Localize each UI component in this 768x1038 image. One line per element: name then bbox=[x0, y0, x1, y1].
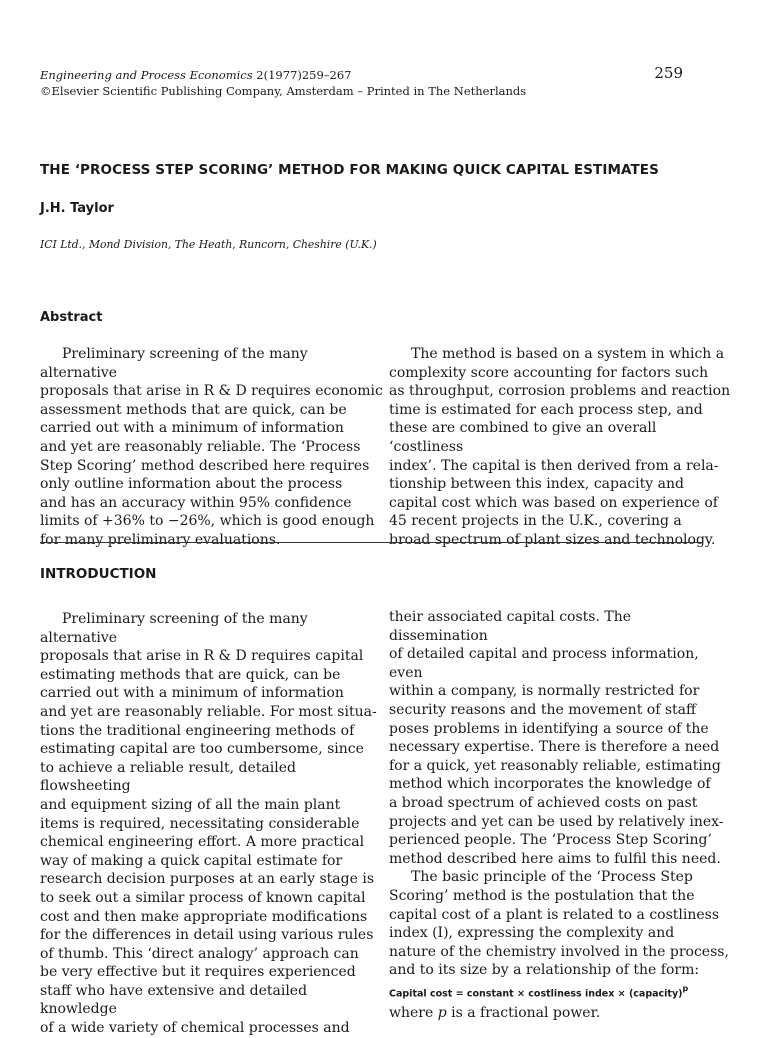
intro-paragraph-2: their associated capital costs. The dissemination of detailed capital and process information, even within a company, is normally restricted for security reasons and the movement of staff poses problems in identifying a source of the necessary expertise. There is therefore a need for a quick, yet reasonably reliable, estimating method which incorporates the knowledge of a broad spectrum of achieved costs on past projects and yet can be used by relatively inex- perienced people. The ‘Process Step Scoring’ method described here aims to fulfil this need. bbox=[389, 609, 724, 867]
intro-right-column bbox=[389, 608, 734, 1023]
explanation-lead: where bbox=[389, 1005, 438, 1022]
capital-cost-formula bbox=[389, 980, 734, 1004]
formula-exponent: p bbox=[682, 983, 689, 993]
power-variable: p bbox=[437, 1005, 447, 1022]
section-divider bbox=[40, 542, 703, 543]
intro-paragraph-1: Preliminary screening of the many alternative proposals that arise in R & D requires capital estimating methods that are quick, can be carried out with a minimum of information and yet are reasonably reliable. For most situa- tions the traditional engineering methods of estimating capital are too cumbersome, since to achieve a reliable result, detailed flowsheeting and equipment sizing of all the main plant items is required, necessitating considerable chemical engineering effort. A more practical way of making a quick capital estimate for research decision purposes at an early stage is to seek out a similar process of known capital cost and then make appropriate modifications for the differences in detail using various rules of thumb. This ‘direct analogy’ approach can be very effective but it requires experienced staff who have extensive and detailed knowledge of a wide variety of chemical processes and bbox=[40, 611, 377, 1037]
author-name: J.H. Taylor bbox=[40, 201, 114, 216]
intro-left-column bbox=[40, 610, 385, 1038]
journal-volume-pages: 2(1977)259–267 bbox=[256, 68, 352, 82]
abstract-paragraph-2: The method is based on a system in which a complexity score accounting for factors such as throughput, corrosion problems and reaction time is estimated for each process step, and these are combined to give an overall ‘costliness index’. The capital is then derived from a rela- tionship between this index, capacity and capital cost which was based on experience of 45 recent projects in the U.K., covering a broad spectrum of plant sizes and technology. bbox=[389, 346, 731, 548]
abstract-right-column bbox=[389, 345, 734, 550]
journal-name: Engineering and Process Economics bbox=[40, 68, 253, 82]
publisher-line: ©Elsevier Scientific Publishing Company, Amsterdam – Printed in The Netherlands bbox=[40, 84, 527, 98]
intro-paragraph-3: The basic principle of the ‘Process Step Scoring’ method is the postulation that the capital cost of a plant is related to a costliness index (I), expressing the complexity and nature of the chemistry involved in the process, and to its size by a relationship of the form: bbox=[389, 869, 729, 979]
abstract-paragraph-1: Preliminary screening of the many alternative proposals that arise in R & D requires economic assessment methods that are quick, can be carried out with a minimum of information and yet are reasonably reliable. The ‘Process Step Scoring’ method described here requires only outline information about the process and has an accuracy within 95% confidence limits of +36% to −26%, which is good enough for many preliminary evaluations. bbox=[40, 346, 383, 548]
explanation-tail: is a fractional power. bbox=[446, 1005, 601, 1022]
journal-citation bbox=[40, 67, 352, 84]
abstract-heading: Abstract bbox=[40, 310, 103, 325]
page-number: 259 bbox=[654, 64, 683, 82]
formula-text: Capital cost = constant × costliness index × (capacity) bbox=[389, 988, 683, 1000]
author-affiliation: ICI Ltd., Mond Division, The Heath, Runcorn, Cheshire (U.K.) bbox=[40, 238, 377, 251]
article-title: THE ‘PROCESS STEP SCORING’ METHOD FOR MAKING QUICK CAPITAL ESTIMATES bbox=[40, 162, 659, 178]
introduction-heading: INTRODUCTION bbox=[40, 566, 157, 582]
abstract-left-column bbox=[40, 345, 385, 550]
formula-explanation bbox=[389, 1004, 734, 1023]
